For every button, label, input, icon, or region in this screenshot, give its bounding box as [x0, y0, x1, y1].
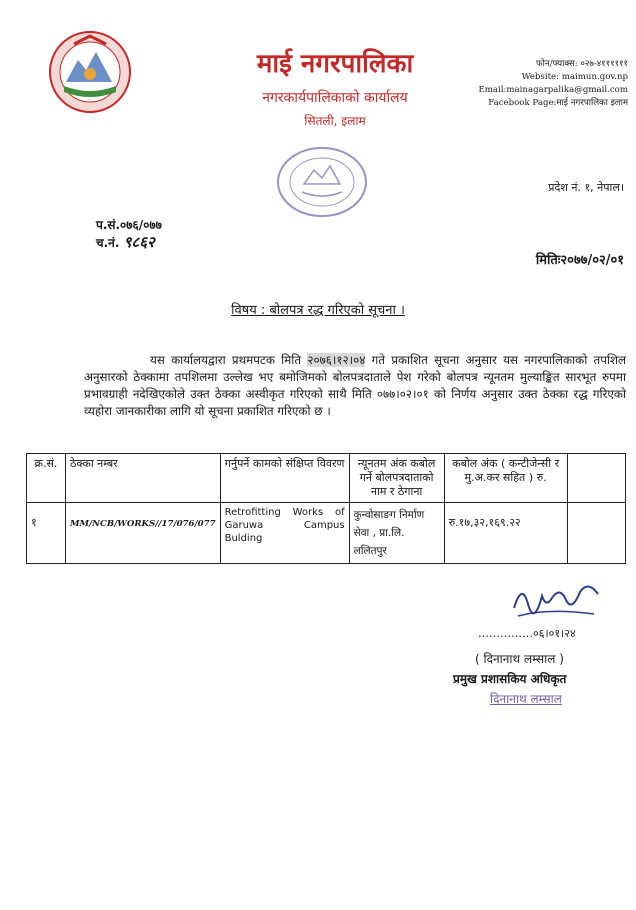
contract-table	[26, 453, 626, 564]
col-header-description: गर्नुपर्ने कामको संक्षिप्त विवरण	[220, 454, 349, 503]
notice-first-date: २०७६।१२।०४	[307, 353, 366, 367]
cell-remarks	[567, 503, 625, 564]
signature-date-line: ……………०६।०१।२४	[478, 627, 576, 640]
office-stamp	[274, 144, 370, 220]
dispatch-number	[96, 232, 155, 252]
table-header-row	[27, 454, 626, 503]
table-row	[27, 503, 626, 564]
office-title: माई नगरपालिका	[256, 49, 414, 79]
cell-contract-no: MM/NCB/WORKS//17/076/077	[66, 503, 221, 564]
office-subtitle: नगरकार्यपालिकाको कार्यालय	[262, 90, 408, 106]
cell-sn: १	[27, 503, 66, 564]
letter-date: मितिः२०७७/०२/०१	[535, 253, 624, 268]
signatory-name: ( दिनानाथ लम्साल )	[475, 652, 564, 666]
contact-facebook: Facebook Page:माई नगरपालिका इलाम	[488, 98, 628, 108]
signature-mark	[508, 578, 604, 624]
cell-bidder: कुन्वोसाङग निर्माण सेवा , प्रा.लि. ललितपुर	[349, 503, 444, 564]
col-header-contract-no: ठेक्का नम्बर	[66, 454, 221, 503]
cell-amount: रु.१७,३२,१६९.२२	[444, 503, 567, 564]
subject-text: विषय : बोलपत्र रद्ध गरिएको सूचना ।	[231, 303, 405, 318]
contact-phone: फोन/फ्याक्स: ०२७-४११११११	[535, 59, 628, 69]
office-location: सितली, इलाम	[304, 114, 366, 128]
letter-number: प.सं.०७६/०७७	[96, 218, 162, 232]
notice-text-part2: गते प्रकाशित सूचना अनुसार यस नगरपालिकाको तपशिल अनुसारको ठेक्कामा तपशिलमा उल्लेख भए बमोजिमको बोलपत्रदाताले पेश गरेको बोलपत्र न्यूनतम मुल्याङ्कित सारभूत रुपमा प्रभावग्राही नदेखिएकोले उक्त ठेक्का अस्वीकृत गरिएको साथै मिति ०७७।०२।०१ को निर्णय अनुसार उक्त ठेक्का रद्ध गरिएको व्यहोरा जानकारीका लागि यो सूचना प्रकाशित गरिएको छ ।	[84, 353, 627, 418]
col-header-remarks	[567, 454, 625, 503]
notice-paragraph	[84, 352, 626, 420]
notice-text-part1: यस कार्यालयद्वारा प्रथमपटक मिति	[150, 353, 302, 367]
dispatch-number-value: ९८६२	[123, 233, 155, 251]
contact-website: Website: maimun.gov.np	[521, 72, 628, 82]
signatory-stamp: दिनानाथ लम्साल	[490, 692, 562, 706]
subject-line	[0, 300, 636, 318]
province-line: प्रदेश नं. १, नेपाल।	[548, 181, 624, 194]
col-header-amount: कबोल अंक ( कन्टीजेन्सी र मु.अ.कर सहित ) रु.	[444, 454, 567, 503]
dispatch-number-label: च.नं.	[96, 236, 120, 250]
contact-email: Email:mainagarpalika@gmail.com	[478, 85, 628, 95]
cell-description: Retrofitting Works of Garuwa Campus Bulding	[220, 503, 349, 564]
col-header-sn: क्र.सं.	[27, 454, 66, 503]
col-header-bidder: न्यूनतम अंक कबोल गर्ने बोलपत्रदाताको नाम र ठेगाना	[349, 454, 444, 503]
signatory-title: प्रमुख प्रशासकिय अधिकृत	[453, 672, 567, 686]
municipality-logo	[48, 30, 132, 114]
